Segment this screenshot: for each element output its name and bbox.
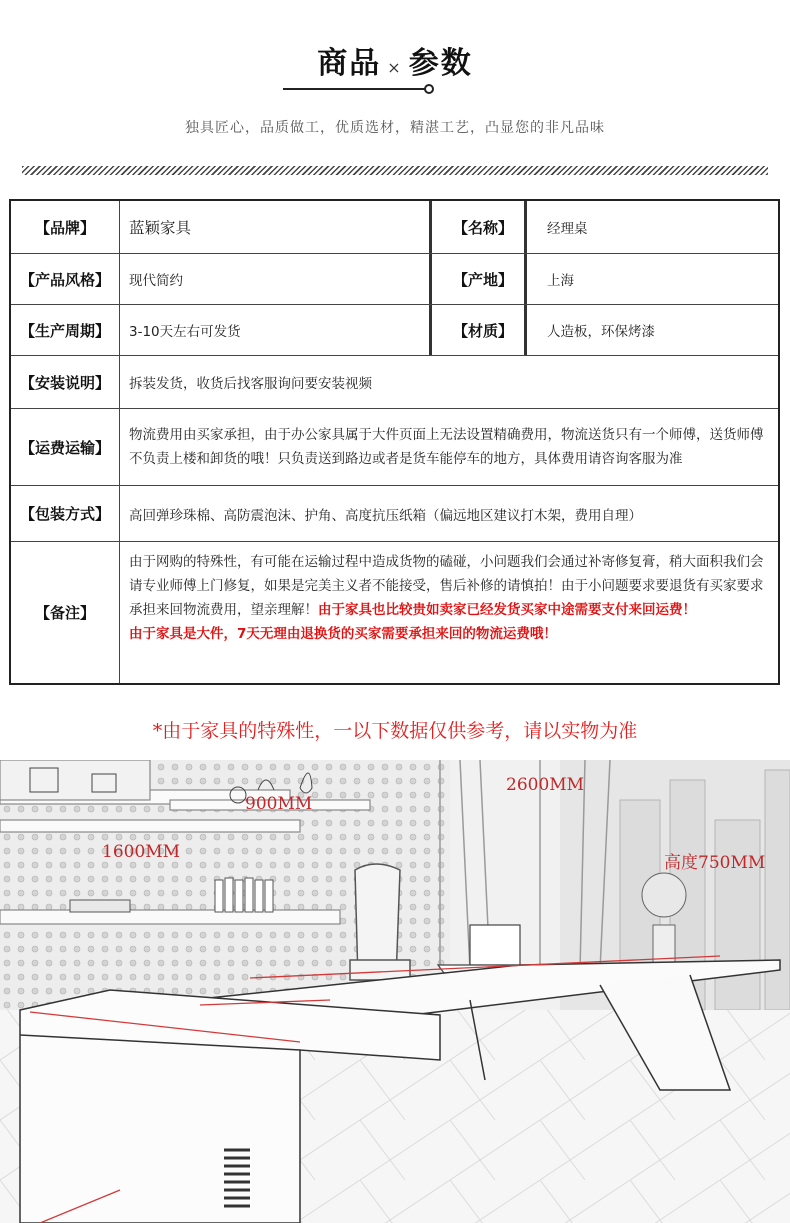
- style-label: 【产品风格】: [19, 270, 110, 289]
- spec-row: [11, 305, 778, 356]
- title-underline: [283, 88, 425, 90]
- material-value: 人造板，环保烤漆: [547, 324, 655, 340]
- title-left: 商品: [317, 46, 382, 81]
- packing-value: 高回弹珍珠棉、高防震泡沫、护角、高度抗压纸箱（偏远地区建议打木架，费用自理）: [129, 507, 642, 524]
- section-title: [0, 38, 790, 82]
- name-value: 经理桌: [547, 221, 588, 237]
- section-subtitle: 独具匠心，品质做工，优质选材，精湛工艺，凸显您的非凡品味: [185, 120, 605, 136]
- origin-label: 【产地】: [452, 270, 513, 289]
- remark-red-note-1: 由于家具也比较贵如卖家已经发货买家中途需要支付来回运费！: [318, 602, 696, 618]
- install-value: 拆装发货，收货后找客服询问要安装视频: [129, 376, 372, 392]
- dim-length: 2600MM: [506, 775, 585, 795]
- remark-red-note-2: 由于家具是大件，7天无理由退换货的买家需要承担来回的物流运费哦！: [129, 626, 557, 642]
- install-label: 【安装说明】: [19, 373, 110, 392]
- office-sketch: [0, 760, 790, 1223]
- packing-label: 【包装方式】: [19, 505, 110, 523]
- spec-table: [9, 199, 780, 685]
- style-value: 现代简约: [129, 273, 183, 289]
- shipping-value: 物流费用由买家承担，由于办公家具属于大件页面上无法设置精确费用，物流送货只有一个师傅，送货师傅不负责上楼和卸货的哦！只负责送到路边或者是货车能停车的地方，具体费用请咨询客服为准: [129, 427, 764, 467]
- spec-row: [11, 201, 778, 254]
- brand-label: 【品牌】: [34, 218, 95, 237]
- spec-row: [11, 409, 778, 486]
- spec-row: [11, 254, 778, 305]
- cycle-value: 3-10天左右可发货: [129, 324, 241, 340]
- spec-row: [11, 486, 778, 542]
- title-dot-ornament: [424, 84, 434, 94]
- spec-row: [11, 356, 778, 409]
- spec-row: [11, 542, 778, 683]
- title-right: 参数: [408, 46, 473, 81]
- product-photo: [0, 760, 790, 1223]
- notice-text: *由于家具的特殊性，一以下数据仅供参考，请以实物为准: [152, 720, 638, 742]
- name-label: 【名称】: [452, 218, 513, 237]
- cycle-label: 【生产周期】: [19, 321, 110, 340]
- dim-height: 高度750MM: [664, 853, 766, 873]
- material-label: 【材质】: [452, 321, 513, 340]
- dim-depth: 1600MM: [102, 842, 181, 862]
- title-separator: ×: [387, 58, 403, 77]
- brand-value: 蓝颖家具: [129, 219, 192, 237]
- hatch-divider: [22, 166, 768, 175]
- dim-return-length: 900MM: [245, 794, 313, 814]
- origin-value: 上海: [547, 273, 574, 289]
- shipping-label: 【运费运输】: [19, 438, 110, 457]
- remark-value: [129, 550, 770, 646]
- remark-text: 由于网购的特殊性，有可能在运输过程中造成货物的磕碰，小问题我们会通过补寄修复膏，稍大面积我们会请专业师傅上门修复，如果是完美主义者不能接受，售后补修的请慎拍！由于小问题要求要退货有买家要求承担来回物流费用，望亲理解！: [129, 554, 764, 618]
- remark-label: 【备注】: [34, 604, 95, 622]
